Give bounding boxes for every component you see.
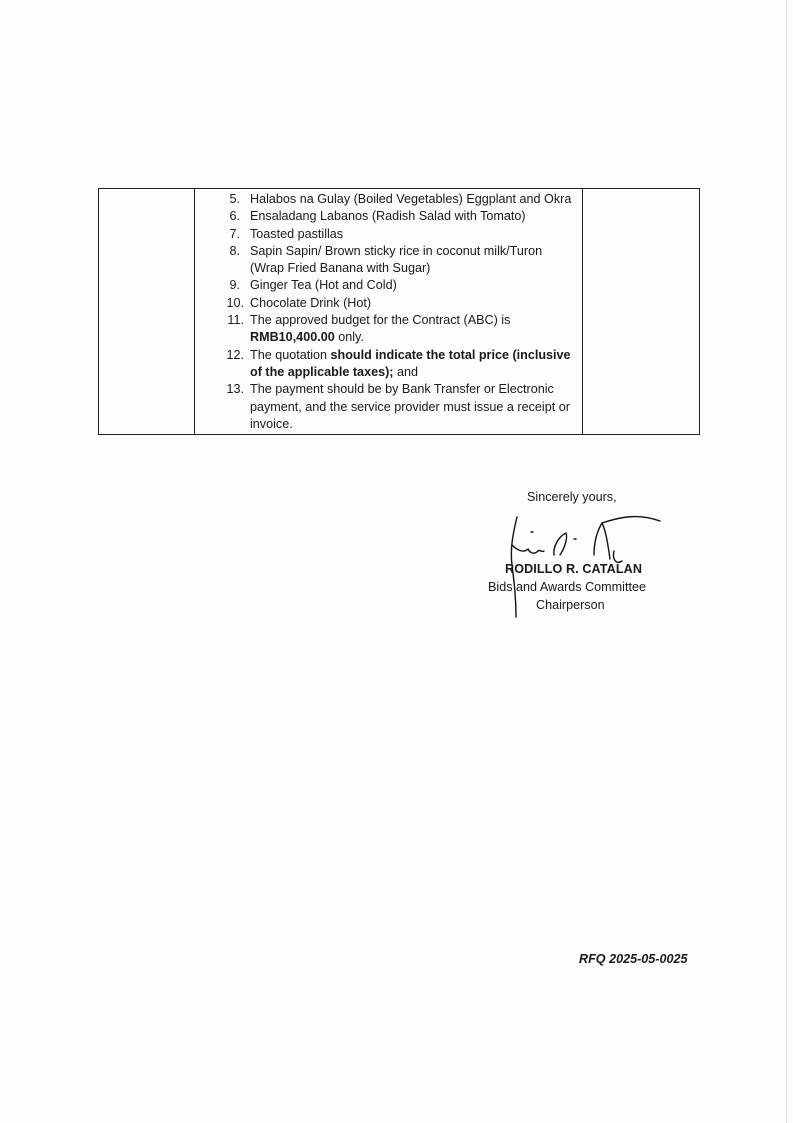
list-item bbox=[195, 277, 582, 294]
item-text: Sapin Sapin/ Brown sticky rice in coconut milk/Turon (Wrap Fried Banana with Sugar) bbox=[250, 243, 543, 276]
item-number: 7. bbox=[229, 226, 240, 241]
signatory-role: Chairperson bbox=[536, 598, 605, 612]
item-number: 6. bbox=[229, 209, 240, 224]
signatory-title: Bids and Awards Committee bbox=[488, 580, 646, 594]
closing-line: Sincerely yours, bbox=[527, 490, 617, 504]
list-item bbox=[195, 381, 582, 433]
table-cell-right bbox=[583, 189, 700, 435]
list-item bbox=[195, 295, 582, 312]
item-number: 9. bbox=[229, 278, 240, 293]
list-item bbox=[195, 226, 582, 243]
item-text: Halabos na Gulay (Boiled Vegetables) Eggplant and Okra bbox=[250, 192, 572, 206]
item-text bbox=[250, 347, 582, 382]
page-edge bbox=[786, 0, 787, 1123]
item-number: 12. bbox=[226, 347, 244, 362]
list-item bbox=[195, 191, 582, 208]
budget-amount: RMB10,400.00 bbox=[250, 330, 335, 345]
item-text: The payment should be by Bank Transfer or Electronic payment, and the service provider must issue a receipt or invoice. bbox=[250, 382, 570, 431]
emphasis-text: should indicate the total price (inclusive of the applicable taxes); bbox=[250, 347, 571, 379]
table-cell-items bbox=[195, 189, 583, 435]
item-text: Chocolate Drink (Hot) bbox=[250, 295, 372, 310]
item-number: 10. bbox=[226, 295, 244, 310]
item-text-part: The approved budget for the Contract (ABC) is bbox=[250, 313, 511, 328]
item-text-part: The quotation bbox=[250, 347, 331, 362]
table-cell-left bbox=[99, 189, 195, 435]
item-number: 5. bbox=[229, 192, 240, 206]
items-list bbox=[195, 189, 582, 434]
item-text-part: only. bbox=[334, 330, 364, 345]
item-text-part: and bbox=[393, 364, 418, 379]
item-number: 8. bbox=[229, 243, 240, 258]
list-item bbox=[195, 208, 582, 225]
item-number: 13. bbox=[226, 382, 244, 397]
item-text: Ensaladang Labanos (Radish Salad with Tomato) bbox=[250, 209, 526, 224]
reference-number: RFQ 2025-05-0025 bbox=[579, 952, 688, 966]
list-item bbox=[195, 347, 582, 382]
table-row bbox=[99, 189, 700, 435]
list-item bbox=[195, 243, 582, 278]
item-text: Toasted pastillas bbox=[250, 226, 344, 241]
item-number: 11. bbox=[227, 313, 244, 328]
list-item bbox=[195, 312, 582, 347]
signatory-name: RODILLO R. CATALAN bbox=[505, 562, 643, 576]
item-text: Ginger Tea (Hot and Cold) bbox=[250, 278, 397, 293]
item-text bbox=[250, 312, 582, 347]
specifications-table bbox=[98, 188, 700, 435]
